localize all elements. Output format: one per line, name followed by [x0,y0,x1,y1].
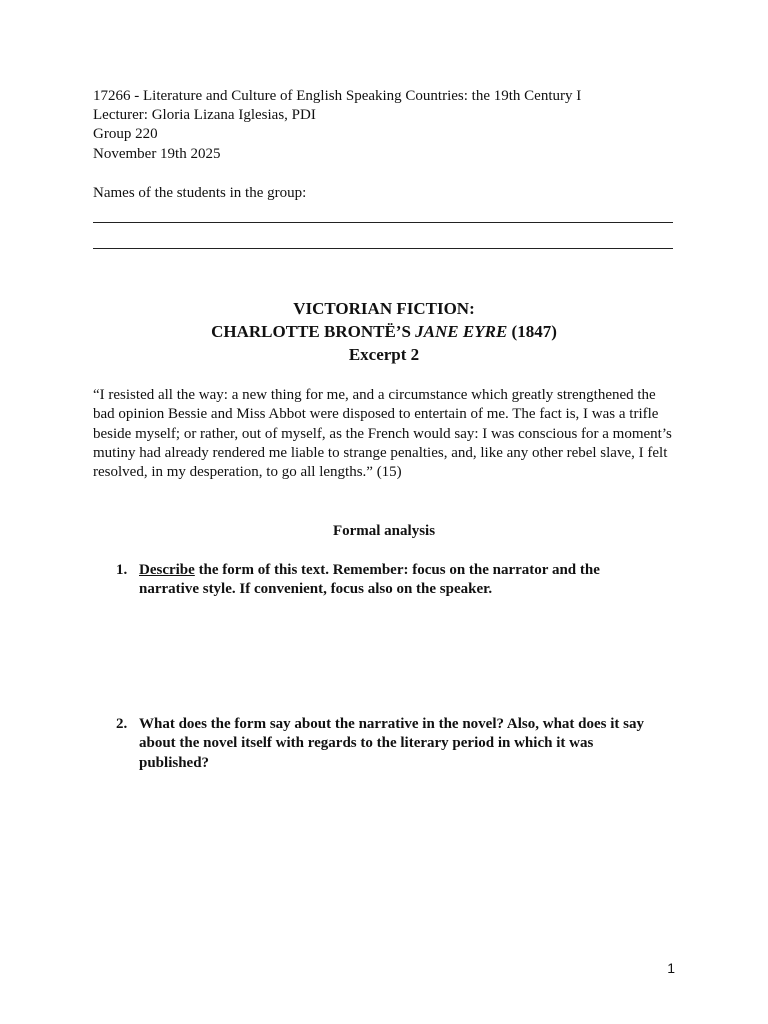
title-author: CHARLOTTE BRONTË’S [211,322,416,341]
title-novel: JANE EYRE [415,322,508,341]
student-names-line-1 [93,222,673,223]
course-header [93,87,693,164]
student-names-label: Names of the students in the group: [93,185,307,201]
lecturer-line: Lecturer: Gloria Lizana Iglesias, PDI [93,107,316,124]
page-number: 1 [667,960,675,976]
course-title: 17266 - Literature and Culture of English Speaking Countries: the 19th Century I [93,88,582,104]
section-title: Formal analysis [332,523,436,539]
student-names-line-2 [93,248,673,249]
excerpt-quote: “I resisted all the way: a new thing for me, and a circumstance which greatly strengthened the bad opinion Bessie and Miss Abbot were disposed to entertain of me. The fact is, I was a trifle beside myself; or rather, out of myself, as the French would say: I was conscious for a moment’s mutiny had already rendered me liable to strange penalties, and, like any other rebel slave, I felt resolved, in my desperation, to go all lengths.” (15) [93,387,672,481]
group-line: Group 220 [93,126,158,143]
document-title [0,297,768,366]
question-2 [116,715,656,773]
title-line-2 [0,320,768,343]
question-1-keyword: Describe [139,562,195,578]
question-2-number: 2. [116,716,128,732]
date-line: November 19th 2025 [93,145,221,162]
question-1-body: the form of this text. Remember: focus on the narrator and the narrative style. If convenient, focus also on the speaker. [139,562,600,598]
question-2-text: What does the form say about the narrative in the novel? Also, what does it say about the novel itself with regards to the literary period in which it was published? [139,716,644,771]
title-year: (1847) [507,322,557,341]
question-1 [116,561,656,600]
question-1-number: 1. [116,562,128,578]
title-line-3: Excerpt 2 [348,345,420,364]
title-line-1: VICTORIAN FICTION: [293,299,475,318]
question-1-text [139,561,656,600]
